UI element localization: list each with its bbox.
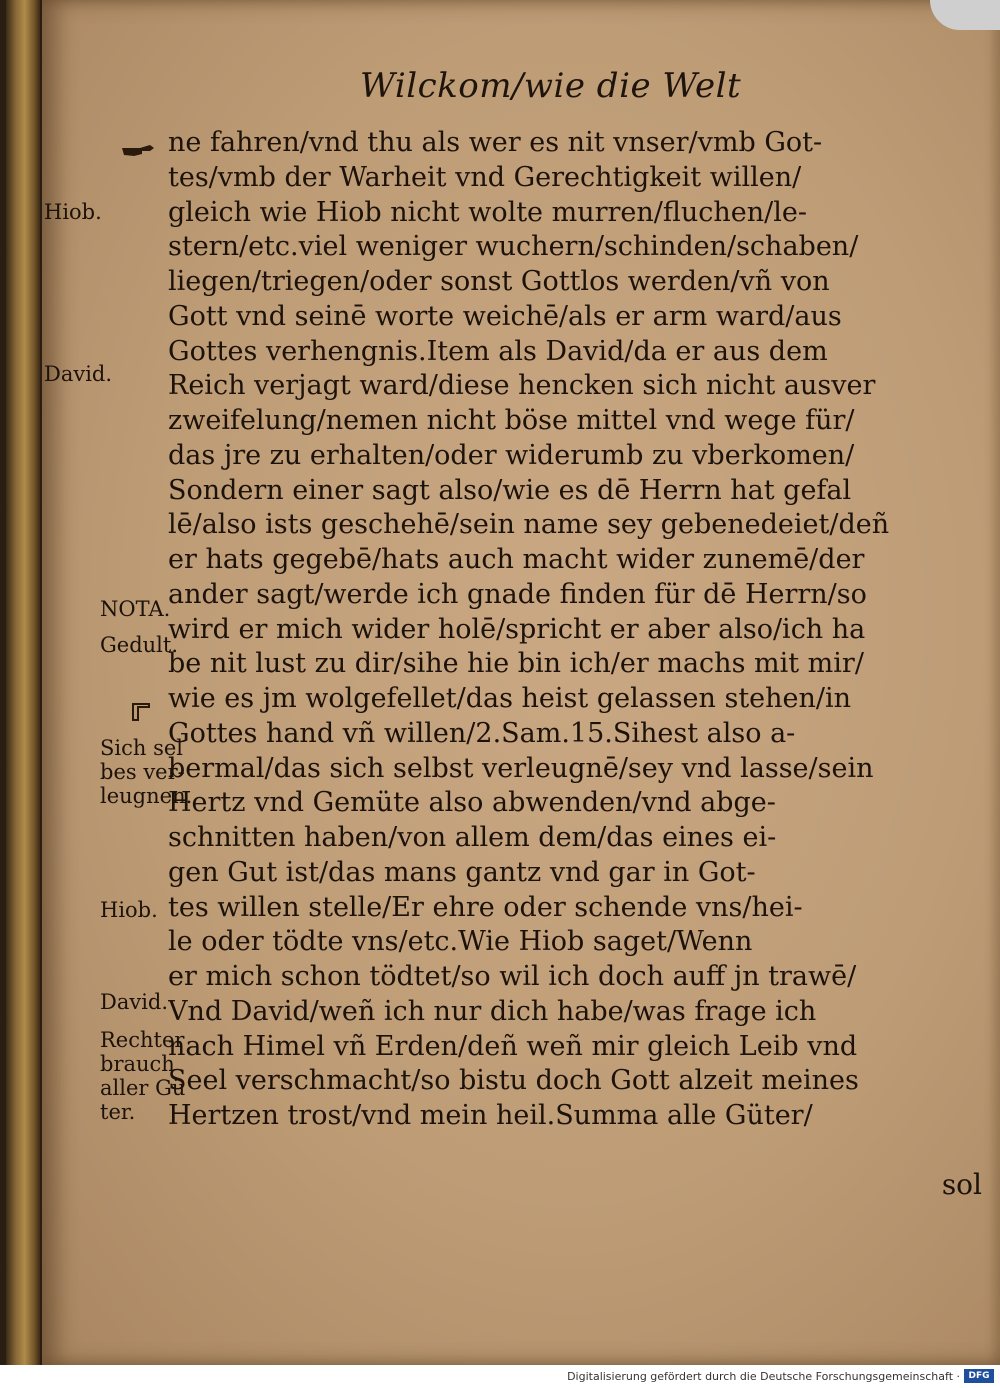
text-line: Seel verschmacht/so bistu doch Gott alzeit meines	[168, 1065, 859, 1097]
margin-line: bes ver-	[100, 760, 185, 784]
text-line: bermal/das sich selbst verleugnē/sey vnd lasse/sein	[168, 752, 874, 784]
text-line: wird er mich wider holē/spricht er aber also/ich ha	[168, 613, 866, 645]
margin-line: brauch	[100, 1052, 175, 1076]
book-binding	[6, 0, 40, 1365]
text-line: tes willen stelle/Er ehre oder schende vns/hei-	[168, 891, 803, 923]
funding-notice: Digitalisierung gefördert durch die Deutsche Forschungsgemeinschaft ·	[567, 1370, 960, 1383]
text-line: das jre zu erhalten/oder widerumb zu vberkomen/	[168, 439, 855, 471]
text-line: gen Gut ist/das mans gantz vnd gar in Got-	[168, 856, 756, 888]
margin-line: Rechter	[100, 1028, 185, 1052]
text-line: le oder tödte vns/etc.Wie Hiob saget/Wenn	[168, 926, 753, 958]
text-line: Hertzen trost/vnd mein heil.Summa alle Güter/	[168, 1100, 813, 1131]
text-line: wie es jm wolgefellet/das heist gelassen stehen/in	[168, 683, 852, 714]
text-line: ne fahren/vnd thu als wer es nit vnser/vmb Got-	[168, 127, 823, 158]
margin-note-nota: NOTA.	[100, 597, 171, 621]
margin-line: Sich sel	[100, 736, 183, 760]
manicule-icon	[130, 702, 152, 722]
text-line: schnitten haben/von allem dem/das eines ei-	[168, 822, 777, 853]
margin-note-david: David.	[44, 362, 113, 386]
text-line: ander sagt/werde ich gnade finden für dē Herrn/so	[168, 578, 867, 610]
margin-line: aller Gü	[100, 1076, 186, 1100]
text-line: lē/also ists geschehē/sein name sey gebenedeiet/deñ	[168, 509, 890, 541]
margin-note-gedult: Gedult.	[100, 633, 179, 657]
running-header: Wilckom/wie die Welt	[360, 66, 742, 106]
page-corner	[930, 0, 1000, 30]
text-line: be nit lust zu dir/sihe hie bin ich/er machs mit mir/	[168, 648, 864, 680]
text-line: tes/vmb der Warheit vnd Gerechtigkeit willen/	[168, 161, 802, 193]
footer-bar	[0, 1365, 1000, 1388]
dfg-logo: DFG	[964, 1369, 994, 1383]
text-line: stern/etc.viel weniger wuchern/schinden/schaben/	[168, 231, 859, 263]
text-line: Gottes verhengnis.Item als David/da er aus dem	[168, 335, 828, 367]
text-line: Gott vnd seinē worte weichē/als er arm ward/aus	[168, 300, 842, 332]
text-line: er hats gegebē/hats auch macht wider zunemē/der	[168, 544, 865, 575]
margin-note-david-2: David.	[100, 990, 169, 1014]
pointing-hand-icon	[120, 140, 156, 162]
text-line: liegen/triegen/oder sonst Gottlos werden/vñ von	[168, 266, 830, 297]
catchword: sol	[941, 1168, 982, 1201]
text-line: Vnd David/weñ ich nur dich habe/was frage ich	[168, 995, 817, 1027]
margin-note-hiob-2: Hiob.	[100, 898, 158, 922]
text-line: Reich verjagt ward/diese hencken sich nicht ausver	[168, 370, 876, 402]
margin-line: leugnen.	[100, 784, 193, 808]
text-line: er mich schon tödtet/so wil ich doch auff jn trawē/	[168, 961, 857, 992]
body-text	[168, 126, 948, 1134]
margin-note-hiob: Hiob.	[44, 200, 102, 224]
text-line: zweifelung/nemen nicht böse mittel vnd wege für/	[168, 405, 855, 436]
text-line: Hertz vnd Gemüte also abwenden/vnd abge-	[168, 787, 776, 819]
text-line: Sondern einer sagt also/wie es dē Herrn hat gefal	[168, 474, 852, 506]
text-line: Gottes hand vñ willen/2.Sam.15.Sihest also a-	[168, 717, 796, 749]
margin-line: ter.	[100, 1100, 136, 1124]
text-line: nach Himel vñ Erden/deñ weñ mir gleich Leib vnd	[168, 1030, 858, 1062]
text-line: gleich wie Hiob nicht wolte murren/fluchen/le-	[168, 196, 807, 228]
